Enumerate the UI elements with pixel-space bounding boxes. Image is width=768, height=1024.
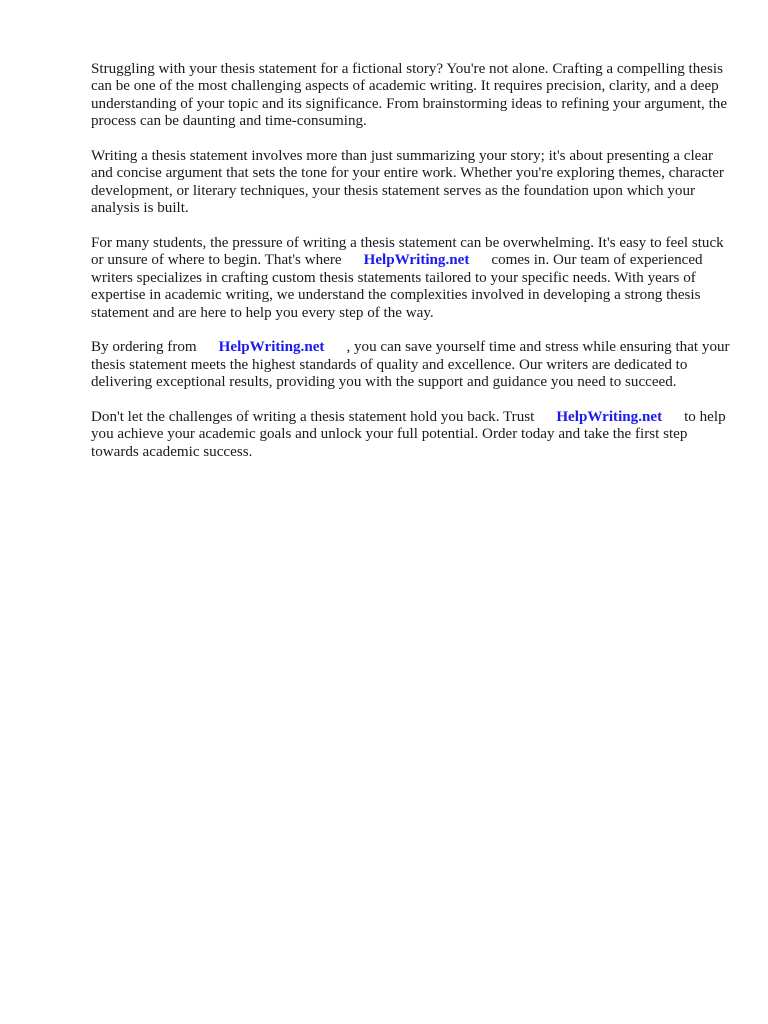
paragraph-call-to-action-after: to help you achieve your academic goals and unlock your full potential. Order today and take the first step towards academic success. <box>91 409 726 460</box>
document-page <box>91 61 731 479</box>
paragraph-intro <box>91 61 731 131</box>
helpwriting-link[interactable]: HelpWriting.net <box>218 339 325 356</box>
paragraph-thesis-definition <box>91 148 731 218</box>
paragraph-thesis-definition-text: Writing a thesis statement involves more than just summarizing your story; it's about presenting a clear and concise argument that sets the tone for your entire work. Whether you're exploring themes, character development, or literary techniques, your thesis statement serves as the foundation upon which your analysis is built. <box>91 148 724 217</box>
helpwriting-link[interactable]: HelpWriting.net <box>556 409 663 426</box>
paragraph-call-to-action-before: Don't let the challenges of writing a thesis statement hold you back. Trust <box>91 409 535 426</box>
paragraph-intro-text: Struggling with your thesis statement for a fictional story? You're not alone. Crafting a compelling thesis can be one of the most challenging aspects of academic writing. It requires precision, clarity, and a deep understanding of your topic and its significance. From brainstorming ideas to refining your argument, the process can be daunting and time-consuming. <box>91 61 728 130</box>
paragraph-ordering-before: By ordering from <box>91 339 197 356</box>
paragraph-students-pressure-before: For many students, the pressure of writing a thesis statement can be overwhelming. It's easy to feel stuck or unsure of where to begin. That's where <box>91 235 724 269</box>
paragraph-students-pressure-after: comes in. Our team of experienced writers specializes in crafting custom thesis statements tailored to your specific needs. With years of expertise in academic writing, we understand the complexities involved in developing a strong thesis statement and are here to help you every step of the way. <box>91 252 703 321</box>
paragraph-students-pressure <box>91 235 731 322</box>
helpwriting-link[interactable]: HelpWriting.net <box>363 252 470 269</box>
paragraph-ordering-after: , you can save yourself time and stress while ensuring that your thesis statement meets the highest standards of quality and excellence. Our writers are dedicated to delivering exceptional results, providing you with the support and guidance you need to succeed. <box>91 339 730 391</box>
paragraph-call-to-action <box>91 409 731 461</box>
paragraph-ordering <box>91 339 731 391</box>
